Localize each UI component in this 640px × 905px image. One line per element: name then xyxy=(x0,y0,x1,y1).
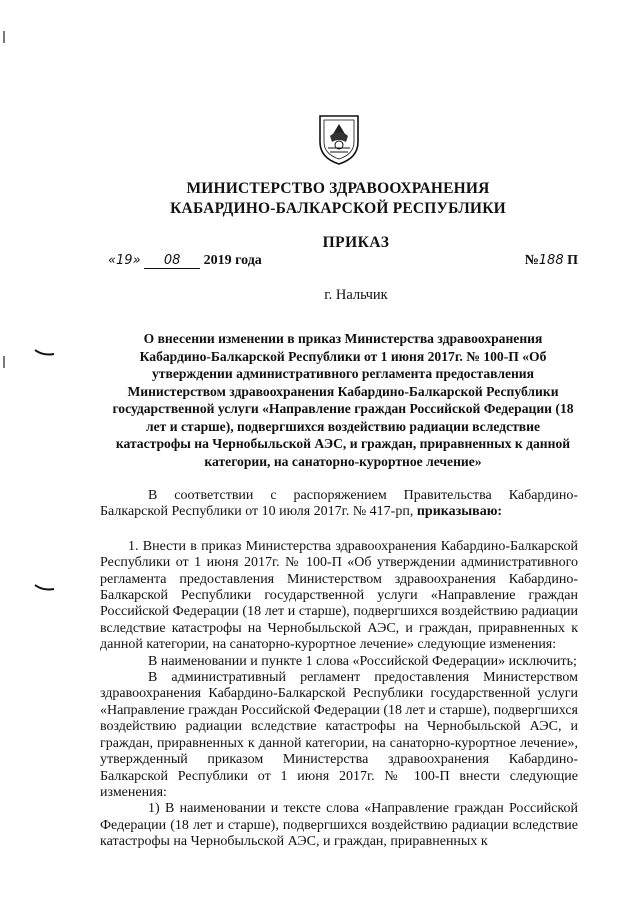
intro-text: В соответствии с распоряжением Правительства Кабардино-Балкарской Республики от 10 июля 2017г. № 417-рп, xyxy=(100,488,578,520)
paragraph-4: 1) В наименовании и тексте слова «Направление граждан Российской Федерации (18 лет и старше), подвергшихся воздействию радиации вследствие катастрофы на Чернобыльской АЭС, и граждан, приравненных к xyxy=(100,801,578,850)
date-number-line xyxy=(108,253,578,275)
order-date: «19» 08 2019 года xyxy=(108,253,262,268)
order-number xyxy=(525,253,578,269)
paragraph-2: В наименовании и пункте 1 слова «Российской Федерации» исключить; xyxy=(148,653,577,669)
binder-tick-icon xyxy=(34,584,56,592)
margin-mark-icon xyxy=(0,355,8,369)
binder-tick-icon xyxy=(34,349,56,357)
ministry-line-1: МИНИСТЕРСТВО ЗДРАВООХРАНЕНИЯ xyxy=(186,180,490,197)
order-body xyxy=(100,488,578,851)
ministry-name xyxy=(0,179,640,219)
paragraph-3: В административный регламент предоставления Министерством здравоохранения Кабардино-Балкарской Республики государственной услуги «Направление граждан Российской Федерации (18 лет и старше), подвергшихся воздействию радиации вследствие катастрофы на Чернобыльской АЭС, и граждан, приравненных к данной категории, на санаторно-курортное лечение», утвержденный приказом Министерства здравоохранения Кабардино-Балкарской Республики от 1 июня 2017г. № 100-П внести следующие изменения: xyxy=(100,670,578,800)
city: г. Нальчик xyxy=(324,287,388,303)
number-suffix: П xyxy=(567,253,578,268)
order-day: 19 xyxy=(116,253,133,268)
order-year: 2019 года xyxy=(203,253,262,268)
intro-paragraph xyxy=(100,488,578,521)
intro-directive: приказываю: xyxy=(416,504,503,520)
order-month: 08 xyxy=(144,254,200,269)
paragraph-item-1: 1. Внести в приказ Министерства здравоохранения Кабардино-Балкарской Республики от 1 июня 2017г. № 100-П «Об утверждении административного регламента предоставления Министерством здравоохранения Кабардино-Балкарской Республики государственной услуги «Направление граждан Российской Федерации (18 лет и старше), подвергшихся воздействию радиации вследствие катастрофы на Чернобыльской АЭС, и граждан, приравненных к данной категории, на санаторно-курортное лечение» следующие изменения: xyxy=(100,538,578,653)
order-number-value: 188 xyxy=(538,253,564,268)
document-type: ПРИКАЗ xyxy=(322,234,390,251)
margin-mark-icon xyxy=(0,30,8,44)
order-subject: О внесении изменении в приказ Министерства здравоохранения Кабардино-Балкарской Республики от 1 июня 2017г. № 100-П «Об утверждении административного регламента предоставления Министерством здравоохранения Кабардино-Балкарской Республики государственной услуги «Направление граждан Российской Федерации (18 лет и старше), подвергшихся воздействию радиации вследствие катастрофы на Чернобыльской АЭС, и граждан, приравненных к данной категории, на санаторно-курортное лечение» xyxy=(112,331,574,469)
coat-of-arms-icon xyxy=(316,112,362,166)
ministry-line-2: КАБАРДИНО-БАЛКАРСКОЙ РЕСПУБЛИКИ xyxy=(170,200,506,217)
number-sign: № xyxy=(524,253,539,268)
